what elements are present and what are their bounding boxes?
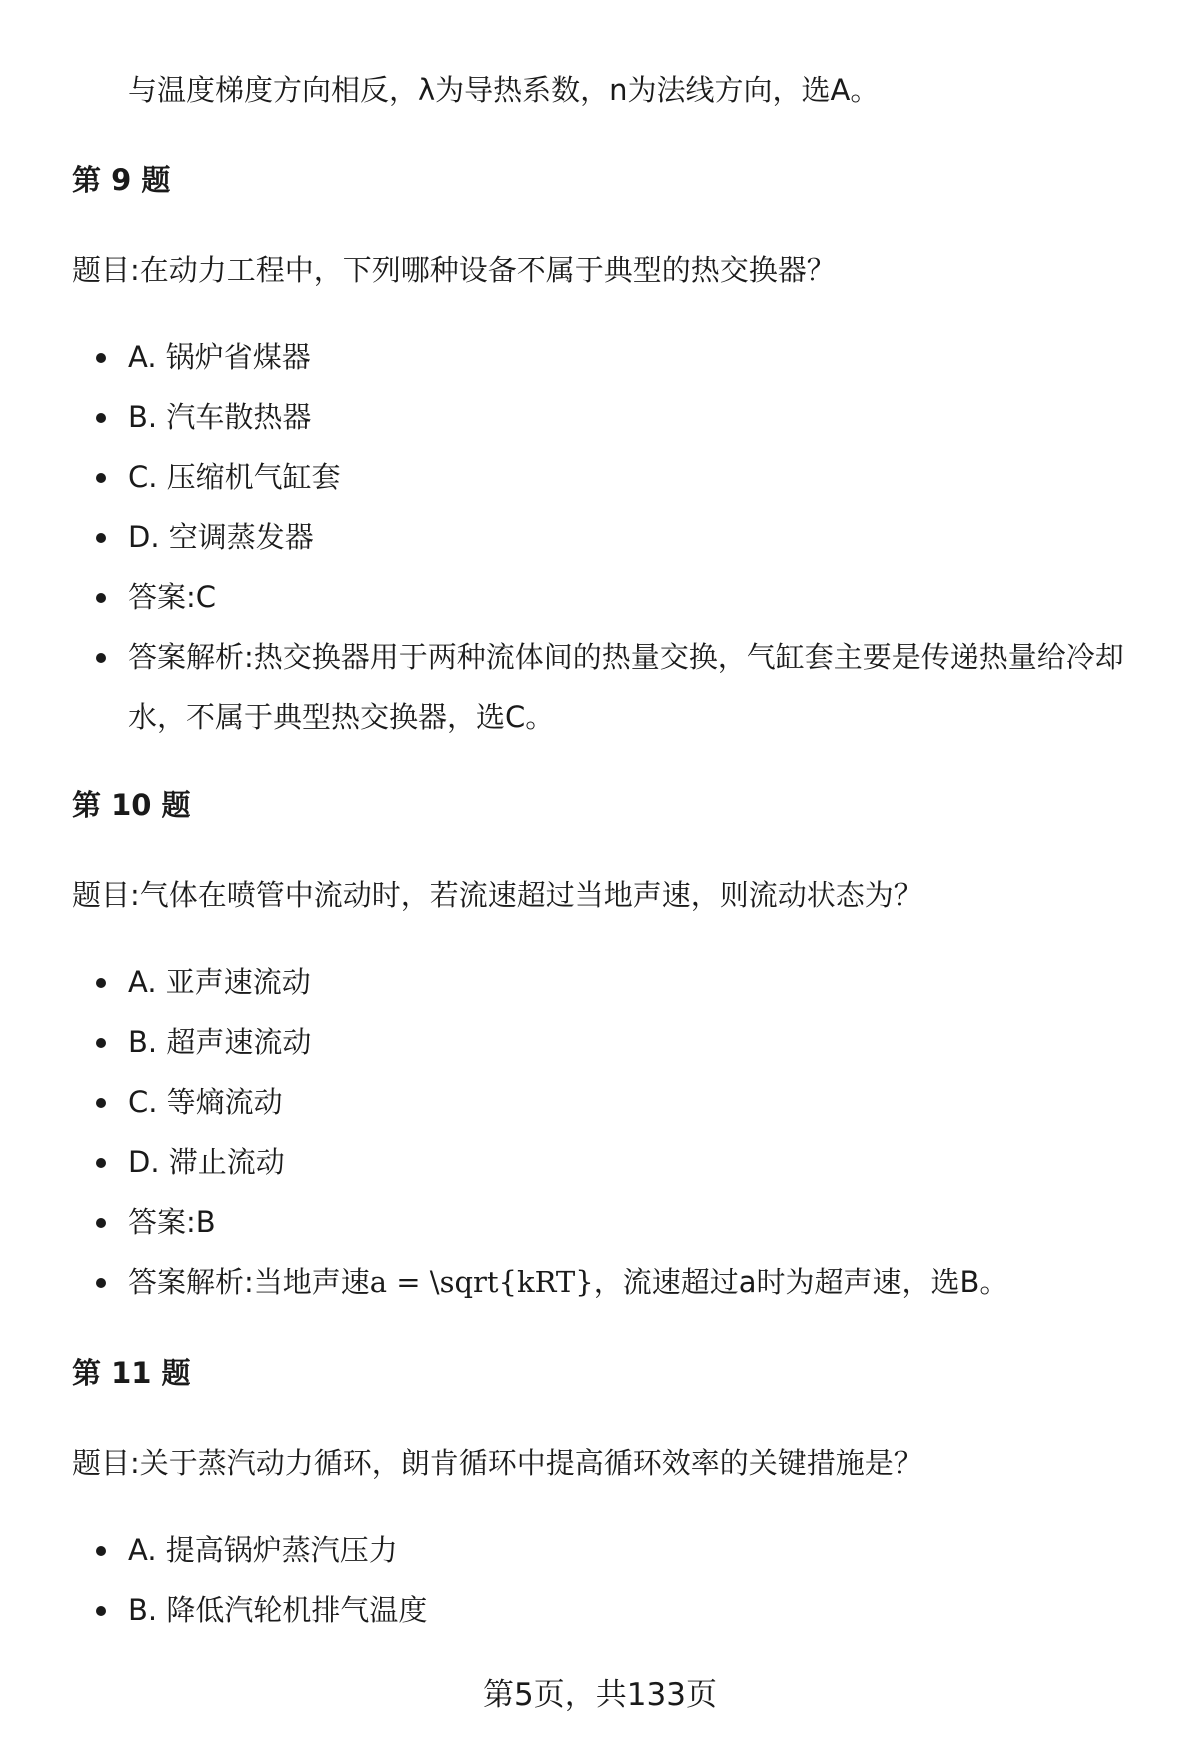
q10-answer: 答案:B <box>128 1205 216 1239</box>
question-9-text: 题目:在动力工程中，下列哪种设备不属于典型的热交换器？ <box>72 253 836 287</box>
q10-analysis <box>128 1252 1008 1312</box>
q10-option-b: B. 超声速流动 <box>128 1025 312 1059</box>
page-footer: 第5页，共133页 <box>483 1677 717 1713</box>
bullet-icon <box>96 1158 106 1168</box>
q11-option-a: A. 提高锅炉蒸汽压力 <box>128 1533 398 1567</box>
bullet-icon <box>96 1278 106 1288</box>
q10-option-a: A. 亚声速流动 <box>128 965 311 999</box>
q9-analysis-line2: 水，不属于典型热交换器，选C。 <box>128 700 555 734</box>
bullet-icon <box>96 653 106 663</box>
question-11-text: 题目:关于蒸汽动力循环，朗肯循环中提高循环效率的关键措施是？ <box>72 1446 923 1480</box>
bullet-icon <box>96 413 106 423</box>
bullet-icon <box>96 1606 106 1616</box>
question-10-text: 题目:气体在喷管中流动时，若流速超过当地声速，则流动状态为？ <box>72 878 923 912</box>
bullet-icon <box>96 353 106 363</box>
question-11-heading: 第 11 题 <box>72 1356 191 1390</box>
bullet-icon <box>96 1038 106 1048</box>
bullet-icon <box>96 473 106 483</box>
q9-option-a: A. 锅炉省煤器 <box>128 340 311 374</box>
q10-analysis-formula: a = \sqrt{kRT} <box>369 1265 594 1299</box>
q10-option-c: C. 等熵流动 <box>128 1085 283 1119</box>
bullet-icon <box>96 533 106 543</box>
q10-option-d: D. 滞止流动 <box>128 1145 285 1179</box>
bullet-icon <box>96 593 106 603</box>
q9-analysis-line1: 答案解析:热交换器用于两种流体间的热量交换，气缸套主要是传递热量给冷却 <box>128 640 1124 674</box>
bullet-icon <box>96 1218 106 1228</box>
q9-answer: 答案:C <box>128 580 217 614</box>
q9-option-d: D. 空调蒸发器 <box>128 520 314 554</box>
question-10-heading: 第 10 题 <box>72 788 191 822</box>
question-9-heading: 第 9 题 <box>72 163 171 197</box>
q10-analysis-prefix: 答案解析:当地声速 <box>128 1265 370 1299</box>
bullet-icon <box>96 978 106 988</box>
continuation-text: 与温度梯度方向相反，λ为导热系数，n为法线方向，选A。 <box>128 73 880 107</box>
bullet-icon <box>96 1546 106 1556</box>
q10-analysis-suffix: ，流速超过a时为超声速，选B。 <box>593 1265 1009 1299</box>
q11-option-b: B. 降低汽轮机排气温度 <box>128 1593 428 1627</box>
q9-option-b: B. 汽车散热器 <box>128 400 312 434</box>
bullet-icon <box>96 1098 106 1108</box>
q9-option-c: C. 压缩机气缸套 <box>128 460 341 494</box>
